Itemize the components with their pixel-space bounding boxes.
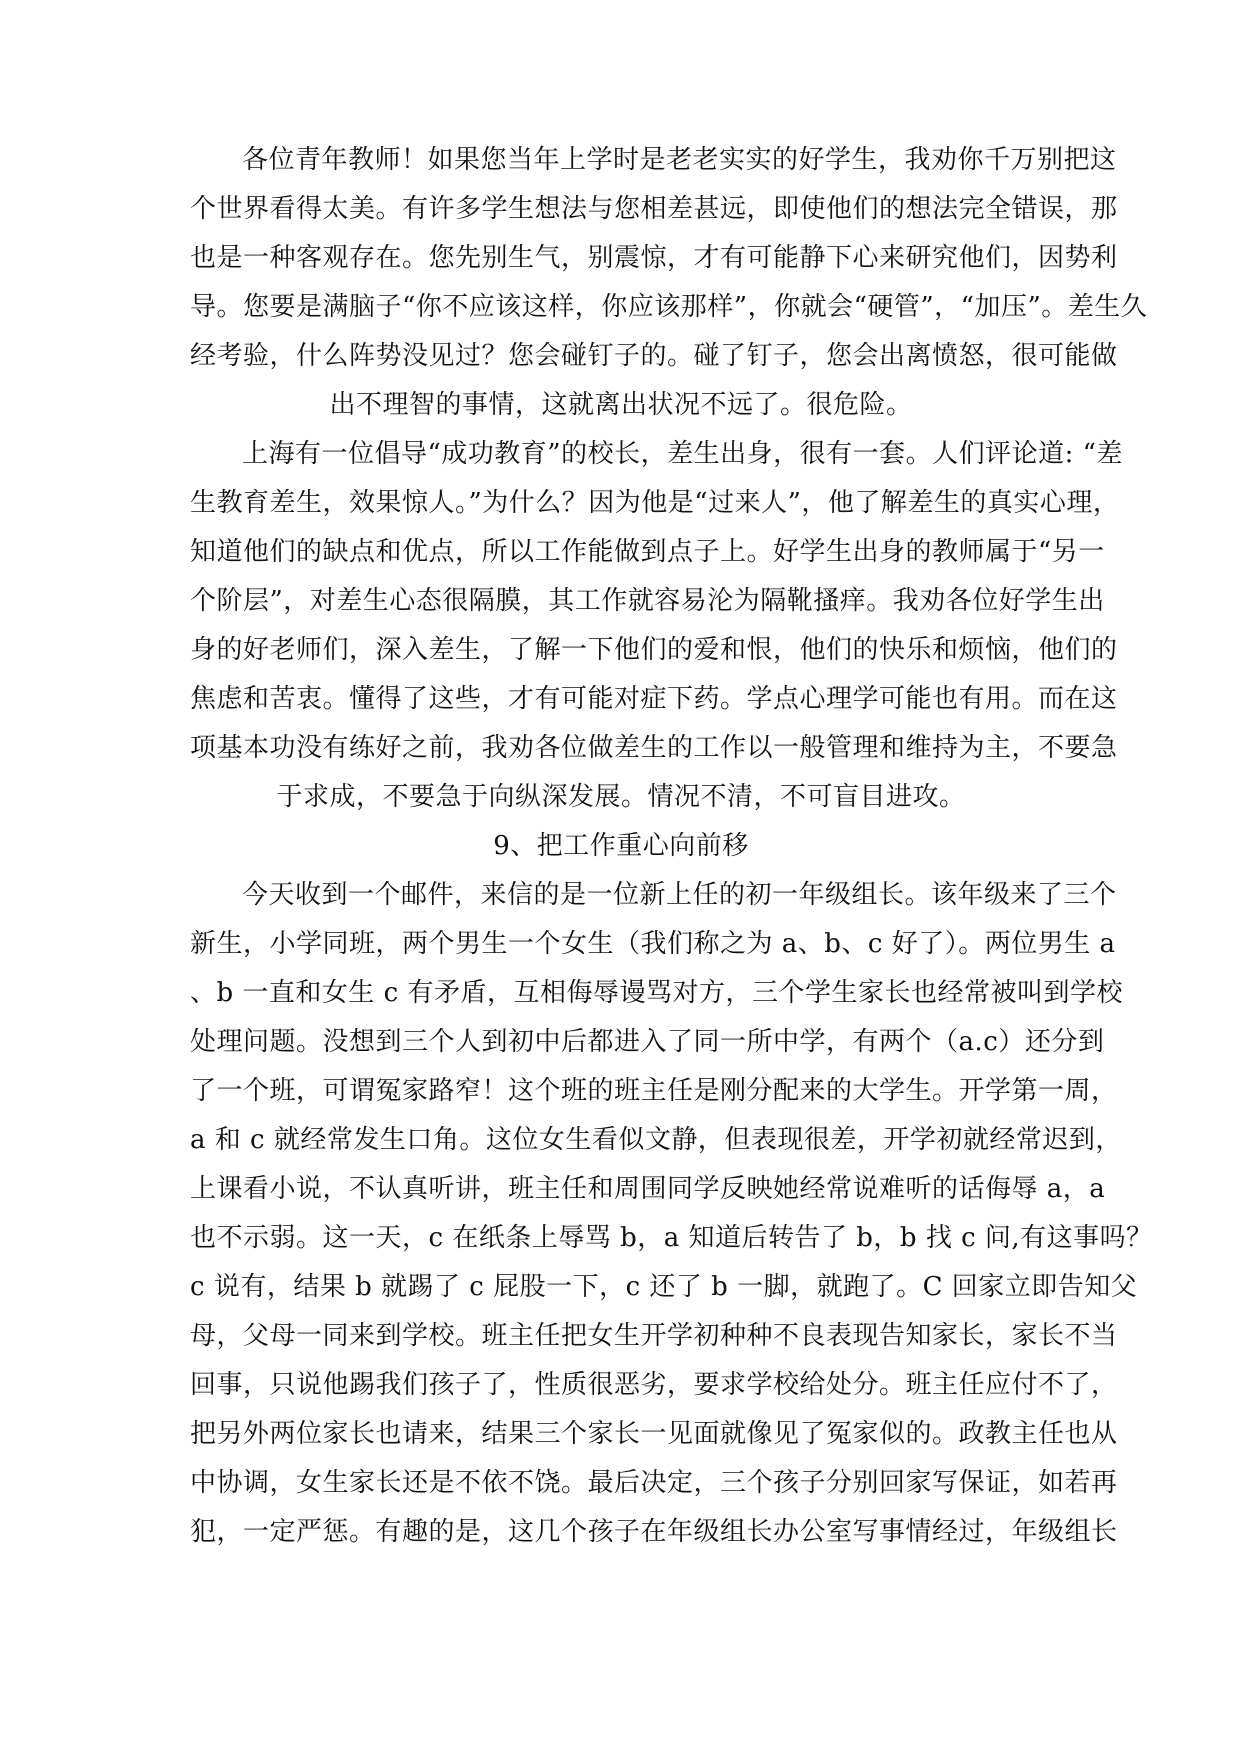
paragraph-3 bbox=[190, 871, 1153, 1557]
text-line: 个阶层”，对差生心态很隔膜，其工作就容易沦为隔靴搔痒。我劝各位好学生出 bbox=[190, 586, 1105, 616]
text-line: 焦虑和苦衷。懂得了这些，才有可能对症下药。学点心理学可能也有用。而在这 bbox=[190, 684, 1118, 714]
text-line: 各位青年教师！如果您当年上学时是老老实实的好学生，我劝你千万别把这 bbox=[242, 145, 1117, 175]
text-line: 于求成，不要急于向纵深发展。情况不清，不可盲目进攻。 bbox=[276, 782, 966, 812]
text-line: 导。您要是满脑子“你不应该这样，你应该那样”，你就会“硬管”，“加压”。差生久 bbox=[190, 292, 1148, 322]
text-line: 把另外两位家长也请来，结果三个家长一见面就像见了冤家似的。政教主任也从 bbox=[190, 1419, 1118, 1449]
text-line: 身的好老师们，深入差生，了解一下他们的爱和恨，他们的快乐和烦恼，他们的 bbox=[190, 635, 1118, 665]
text-line: 今天收到一个邮件，来信的是一位新上任的初一年级组长。该年级来了三个 bbox=[242, 880, 1117, 910]
text-line: 也不示弱。这一天，c 在纸条上辱骂 b，a 知道后转告了 b，b 找 c 问,有这事吗？ bbox=[190, 1223, 1153, 1253]
text-line: 上海有一位倡导“成功教育”的校长，差生出身，很有一套。人们评论道: “差 bbox=[242, 439, 1123, 469]
text-line: 母，父母一同来到学校。班主任把女生开学初种种不良表现告知家长，家长不当 bbox=[190, 1321, 1118, 1351]
text-line: 上课看小说，不认真听讲，班主任和周围同学反映她经常说难听的话侮辱 a，a bbox=[190, 1174, 1106, 1204]
text-line: 经考验，什么阵势没见过？您会碰钉子的。碰了钉子，您会出离愤怒，很可能做 bbox=[190, 341, 1118, 371]
text-line: 回事，只说他踢我们孩子了，性质很恶劣，要求学校给处分。班主任应付不了， bbox=[190, 1370, 1118, 1400]
text-line: 出不理智的事情，这就离出状况不远了。很危险。 bbox=[329, 390, 913, 420]
text-line: 生教育差生，效果惊人。”为什么？因为他是“过来人”，他了解差生的真实心理， bbox=[190, 488, 1120, 518]
text-line: 知道他们的缺点和优点，所以工作能做到点子上。好学生出身的教师属于“另一 bbox=[190, 537, 1105, 567]
text-line: 也是一种客观存在。您先别生气，别震惊，才有可能静下心来研究他们，因势利 bbox=[190, 243, 1118, 273]
paragraph-1 bbox=[190, 136, 1148, 430]
document-page bbox=[190, 136, 1153, 1557]
text-line: 处理问题。没想到三个人到初中后都进入了同一所中学，有两个（a.c）还分到 bbox=[190, 1027, 1105, 1057]
text-line: 了一个班，可谓冤家路窄！这个班的班主任是刚分配来的大学生。开学第一周， bbox=[190, 1076, 1118, 1106]
section-heading: 9、把工作重心向前移 bbox=[493, 831, 749, 861]
text-line: 项基本功没有练好之前，我劝各位做差生的工作以一般管理和维持为主，不要急 bbox=[190, 733, 1118, 763]
text-line: a 和 c 就经常发生口角。这位女生看似文静，但表现很差，开学初就经常迟到， bbox=[190, 1125, 1122, 1155]
text-line: 个世界看得太美。有许多学生想法与您相差甚远，即使他们的想法完全错误，那 bbox=[190, 194, 1118, 224]
paragraph-2 bbox=[190, 430, 1123, 822]
text-line: 新生，小学同班，两个男生一个女生（我们称之为 a、b、c 好了）。两位男生 a bbox=[190, 929, 1116, 959]
text-line: c 说有，结果 b 就踢了 c 屁股一下，c 还了 b 一脚，就跑了。C 回家立即告知父 bbox=[190, 1272, 1138, 1302]
text-line: 犯，一定严惩。有趣的是，这几个孩子在年级组长办公室写事情经过，年级组长 bbox=[190, 1517, 1118, 1547]
text-line: 、b 一直和女生 c 有矛盾，互相侮辱谩骂对方，三个学生家长也经常被叫到学校 bbox=[190, 978, 1124, 1008]
text-line: 中协调，女生家长还是不依不饶。最后决定，三个孩子分别回家写保证，如若再 bbox=[190, 1468, 1118, 1498]
